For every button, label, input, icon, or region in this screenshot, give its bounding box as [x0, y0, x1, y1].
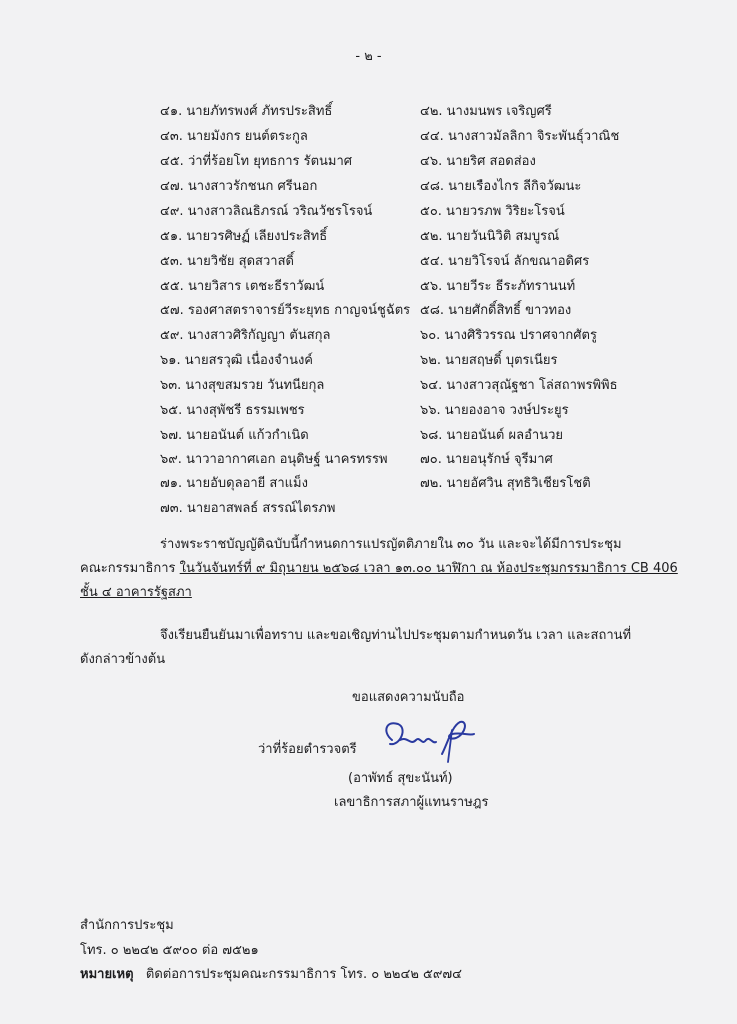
paragraph-line: [80, 557, 680, 581]
name-entry-49: ๔๙. นางสาวลิณธิภรณ์ วริณวัชรโรจน์: [160, 204, 373, 219]
name-entry-59: ๕๙. นางสาวศิริกัญญา ตันสกุล: [160, 328, 331, 343]
name-entry-54: ๕๔. นายวิโรจน์ ลักขณาอดิศร: [420, 254, 590, 269]
name-entry-69: ๖๙. นาวาอากาศเอก อนุดิษฐ์ นาครทรรพ: [160, 452, 388, 467]
office-phone: โทร. ๐ ๒๒๔๒ ๕๙๐๐ ต่อ ๗๕๒๑: [80, 943, 259, 958]
name-entry-46: ๔๖. นายริศ สอดส่อง: [420, 154, 536, 169]
meeting-schedule-paragraph: [80, 533, 680, 605]
meeting-building: ชั้น ๔ อาคารรัฐสภา: [80, 585, 192, 600]
signer-name: (อาพัทธ์ สุขะนันท์): [348, 771, 453, 786]
name-entry-56: ๕๖. นายวีระ ธีระภัทรานนท์: [420, 279, 576, 294]
closing-salutation: ขอแสดงความนับถือ: [352, 690, 465, 705]
name-entry-57: ๕๗. รองศาสตราจารย์วีระยุทธ กาญจน์ชูฉัตร: [160, 303, 411, 318]
name-entry-72: ๗๒. นายอัศวิน สุทธิวิเชียรโชติ: [420, 476, 591, 491]
name-entry-44: ๔๔. นางสาวมัลลิกา จิระพันธุ์วาณิช: [420, 129, 620, 144]
name-entry-50: ๕๐. นายวรภพ วิริยะโรจน์: [420, 204, 565, 219]
name-entry-48: ๔๘. นายเรืองไกร ลีกิจวัฒนะ: [420, 179, 582, 194]
name-entry-45: ๔๕. ว่าที่ร้อยโท ยุทธการ รัตนมาศ: [160, 154, 353, 169]
name-entry-53: ๕๓. นายวิชัย สุดสวาสดิ์: [160, 254, 294, 269]
name-entry-51: ๕๑. นายวรศิษฏ์ เลียงประสิทธิ์: [160, 229, 328, 244]
name-entry-58: ๕๘. นายศักดิ์สิทธิ์ ขาวทอง: [420, 303, 572, 318]
signature-icon: [378, 712, 478, 768]
name-entry-70: ๗๐. นายอนุรักษ์ จุรีมาศ: [420, 452, 553, 467]
footer-note: [80, 966, 462, 984]
signer-rank: ว่าที่ร้อยตำรวจตรี: [258, 742, 357, 757]
name-entry-65: ๖๕. นางสุพัชรี ธรรมเพชร: [160, 403, 305, 418]
paragraph-line: จึงเรียนยืนยันมาเพื่อทราบ และขอเชิญท่านไปประชุมตามกำหนดวัน เวลา และสถานที่: [160, 628, 632, 643]
paragraph-line: [80, 581, 680, 605]
signer-position: เลขาธิการสภาผู้แทนราษฎร: [334, 795, 489, 810]
page-number: - ๒ -: [355, 49, 382, 64]
meeting-date-location: ในวันจันทร์ที่ ๙ มิถุนายน ๒๕๖๘ เวลา ๑๓.๐๐ นาฬิกา ณ ห้องประชุมกรรมาธิการ CB 406: [179, 561, 678, 576]
confirmation-paragraph: [80, 624, 680, 672]
name-entry-60: ๖๐. นางศิริวรรณ ปราศจากศัตรู: [420, 328, 597, 343]
issuing-office: สำนักการประชุม: [80, 918, 174, 933]
note-label: หมายเหตุ: [80, 967, 134, 982]
name-entry-68: ๖๘. นายอนันต์ ผลอำนวย: [420, 428, 563, 443]
name-entry-43: ๔๓. นายมังกร ยนต์ตระกูล: [160, 129, 308, 144]
name-entry-63: ๖๓. นางสุขสมรวย วันทนียกุล: [160, 378, 325, 393]
name-entry-61: ๖๑. นายสรวุฒิ เนื่องจำนงค์: [160, 353, 313, 368]
name-entry-41: ๔๑. นายภัทรพงศ์ ภัทรประสิทธิ์: [160, 104, 333, 119]
name-entry-66: ๖๖. นายองอาจ วงษ์ประยูร: [420, 403, 569, 418]
name-entry-71: ๗๑. นายอับดุลอายี สาแม็ง: [160, 476, 308, 491]
paragraph-line: ร่างพระราชบัญญัติฉบับนี้กำหนดการแปรญัตติภายใน ๓๐ วัน และจะได้มีการประชุม: [160, 537, 622, 552]
paragraph-text: คณะกรรมาธิการ: [80, 561, 180, 576]
name-entry-62: ๖๒. นายสฤษดิ์ บุตรเนียร: [420, 353, 558, 368]
name-entry-73: ๗๓. นายอาสพลธ์ สรรณ์ไตรภพ: [160, 501, 336, 516]
paragraph-line: ดังกล่าวข้างต้น: [80, 652, 166, 667]
name-entry-52: ๕๒. นายวันนิวิติ สมบูรณ์: [420, 229, 560, 244]
name-entry-55: ๕๕. นายวิสาร เตชะธีราวัฒน์: [160, 279, 325, 294]
name-entry-47: ๔๗. นางสาวรักชนก ศรีนอก: [160, 179, 318, 194]
name-entry-67: ๖๗. นายอนันต์ แก้วกำเนิด: [160, 428, 309, 443]
name-entry-42: ๔๒. นางมนพร เจริญศรี: [420, 104, 552, 119]
name-entry-64: ๖๔. นางสาวสุณัฐชา โล่สถาพรพิพิธ: [420, 378, 618, 393]
note-text: ติดต่อการประชุมคณะกรรมาธิการ โทร. ๐ ๒๒๔๒ ๕๙๗๔: [145, 967, 463, 982]
